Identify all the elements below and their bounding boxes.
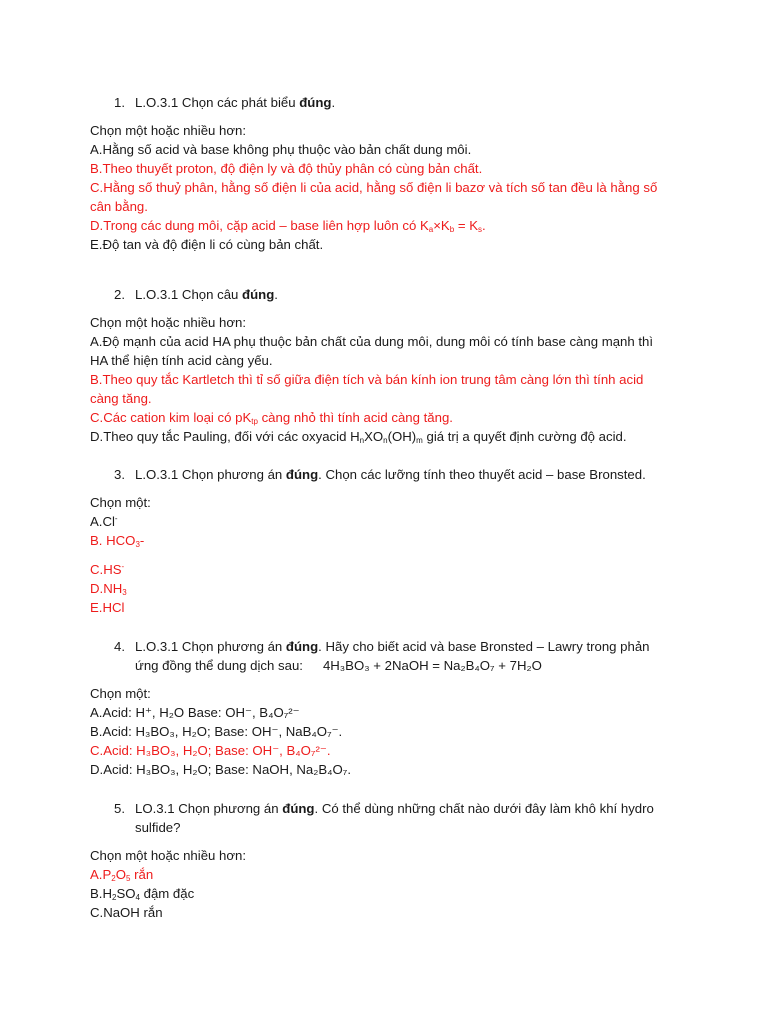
option-a: A.Hằng số acid và base không phụ thuộc vào bản chất dung môi. — [90, 142, 472, 157]
question-title: 2. L.O.3.1 Chọn câu đúng. — [114, 287, 278, 302]
reaction-equation: 4H₃BO₃ + 2NaOH = Na₂B₄O₇ + 7H₂O — [322, 658, 542, 673]
option-d: D.Acid: H₃BO₃, H₂O; Base: NaOH, Na₂B₄O₇. — [90, 762, 352, 777]
question-2 — [90, 285, 670, 446]
option-c: C.Acid: H₃BO₃, H₂O; Base: OH⁻, B₄O₇²⁻. — [90, 743, 331, 758]
question-4 — [90, 637, 670, 779]
question-3 — [90, 465, 670, 617]
question-number: 3. — [114, 467, 125, 482]
option-c: C.Hằng số thuỷ phân, hằng số điện li của acid, hằng số điện li bazơ và tích số tan đều là hằng số cân bằng. — [90, 180, 658, 214]
question-title: 1. L.O.3.1 Chọn các phát biểu đúng. — [114, 95, 336, 110]
question-number: 4. — [114, 639, 125, 654]
question-5 — [90, 799, 670, 922]
option-e: E.Độ tan và độ điện li có cùng bản chất. — [90, 237, 324, 252]
option-c: C.NaOH rắn — [90, 905, 163, 920]
option-d: $D.NH_3$ — [90, 581, 127, 597]
option-a: A.Độ mạnh của acid HA phụ thuộc bản chất của dung môi, dung môi có tính base càng mạnh thì HA thể hiện tính acid càng yếu. — [90, 334, 654, 368]
option-a: $A.P_2O_5$ rắn — [90, 867, 154, 883]
option-c: C.Các cation kim loại có $pK_{tp}$ càng nhỏ thì tính acid càng tăng. — [90, 410, 453, 426]
question-instruction: Chọn một: — [90, 686, 151, 701]
option-d: D.Trong các dung môi, cặp acid – base liên hợp luôn có $K_a\times K_b = K_s$. — [90, 218, 486, 234]
option-a: A.Cl- — [90, 514, 118, 529]
question-number: 1. — [114, 95, 125, 110]
question-title: 5. LO.3.1 Chọn phương án đúng. Có thể dùng những chất nào dưới đây làm khô khí hydro sulfide? — [114, 801, 654, 835]
option-b: B.Acid: H₃BO₃, H₂O; Base: OH⁻, NaB₄O₇⁻. — [90, 724, 343, 739]
option-d: D.Theo quy tắc Pauling, đối với các oxyacid $H_nXO_n(OH)_m$ giá trị a quyết định cường độ acid. — [90, 429, 627, 445]
option-b: B.Theo quy tắc Kartletch thì tỉ số giữa điện tích và bán kính ion trung tâm càng lớn thì tính acid càng tăng. — [90, 372, 644, 406]
option-c: C.HS- — [90, 562, 125, 577]
question-1 — [90, 93, 670, 254]
question-title: 4. L.O.3.1 Chọn phương án đúng. Hãy cho biết acid và base Bronsted – Lawry trong phản ứng đồng thể dung dịch sau: 4H₃BO₃ + 2NaOH = Na₂B₄O₇ + 7H₂O — [114, 639, 650, 673]
option-b: B. $HCO_3-$ — [90, 533, 145, 549]
question-instruction: Chọn một hoặc nhiều hơn: — [90, 848, 247, 863]
question-instruction: Chọn một: — [90, 495, 151, 510]
question-number: 5. — [114, 801, 125, 816]
option-b: $B.H_2SO_4$ đậm đặc — [90, 886, 195, 902]
question-instruction: Chọn một hoặc nhiều hơn: — [90, 315, 247, 330]
option-e: E.HCl — [90, 600, 125, 615]
question-instruction: Chọn một hoặc nhiều hơn: — [90, 123, 247, 138]
option-a: A.Acid: H⁺, H₂O Base: OH⁻, B₄O₇²⁻ — [90, 705, 300, 720]
question-title: 3. L.O.3.1 Chọn phương án đúng. Chọn các lưỡng tính theo thuyết acid – base Bronsted. — [114, 467, 646, 482]
option-b: B.Theo thuyết proton, độ điện ly và độ thủy phân có cùng bản chất. — [90, 161, 483, 176]
question-number: 2. — [114, 287, 125, 302]
